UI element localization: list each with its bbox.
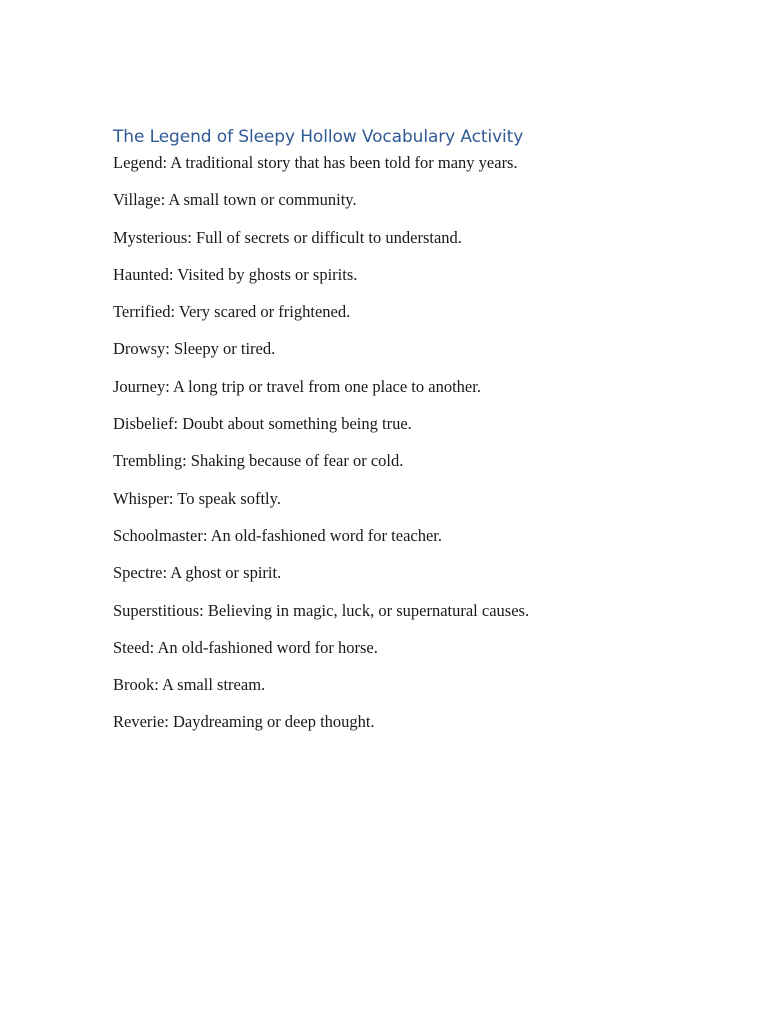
vocabulary-entry: Trembling: Shaking because of fear or cold. — [113, 451, 404, 471]
vocabulary-entry: Village: A small town or community. — [113, 190, 357, 210]
vocabulary-entry: Spectre: A ghost or spirit. — [113, 563, 282, 583]
vocabulary-list — [113, 150, 713, 747]
vocabulary-entry: Superstitious: Believing in magic, luck, or supernatural causes. — [113, 600, 530, 620]
vocabulary-entry: Drowsy: Sleepy or tired. — [113, 339, 276, 359]
vocabulary-entry: Whisper: To speak softly. — [113, 488, 281, 508]
vocabulary-entry: Steed: An old-fashioned word for horse. — [113, 637, 378, 657]
vocabulary-entry: Legend: A traditional story that has been told for many years. — [113, 153, 518, 172]
vocabulary-entry: Reverie: Daydreaming or deep thought. — [113, 712, 375, 732]
vocabulary-entry: Schoolmaster: An old-fashioned word for teacher. — [113, 525, 442, 545]
vocabulary-entry: Haunted: Visited by ghosts or spirits. — [113, 264, 358, 284]
vocabulary-entry: Disbelief: Doubt about something being true. — [113, 414, 412, 434]
document-title: The Legend of Sleepy Hollow Vocabulary Activity — [113, 127, 524, 147]
vocabulary-entry: Brook: A small stream. — [113, 675, 266, 695]
document-body — [113, 124, 713, 747]
vocabulary-entry: Terrified: Very scared or frightened. — [113, 302, 351, 322]
vocabulary-entry: Journey: A long trip or travel from one place to another. — [113, 376, 481, 396]
vocabulary-entry: Mysterious: Full of secrets or difficult to understand. — [113, 227, 462, 247]
